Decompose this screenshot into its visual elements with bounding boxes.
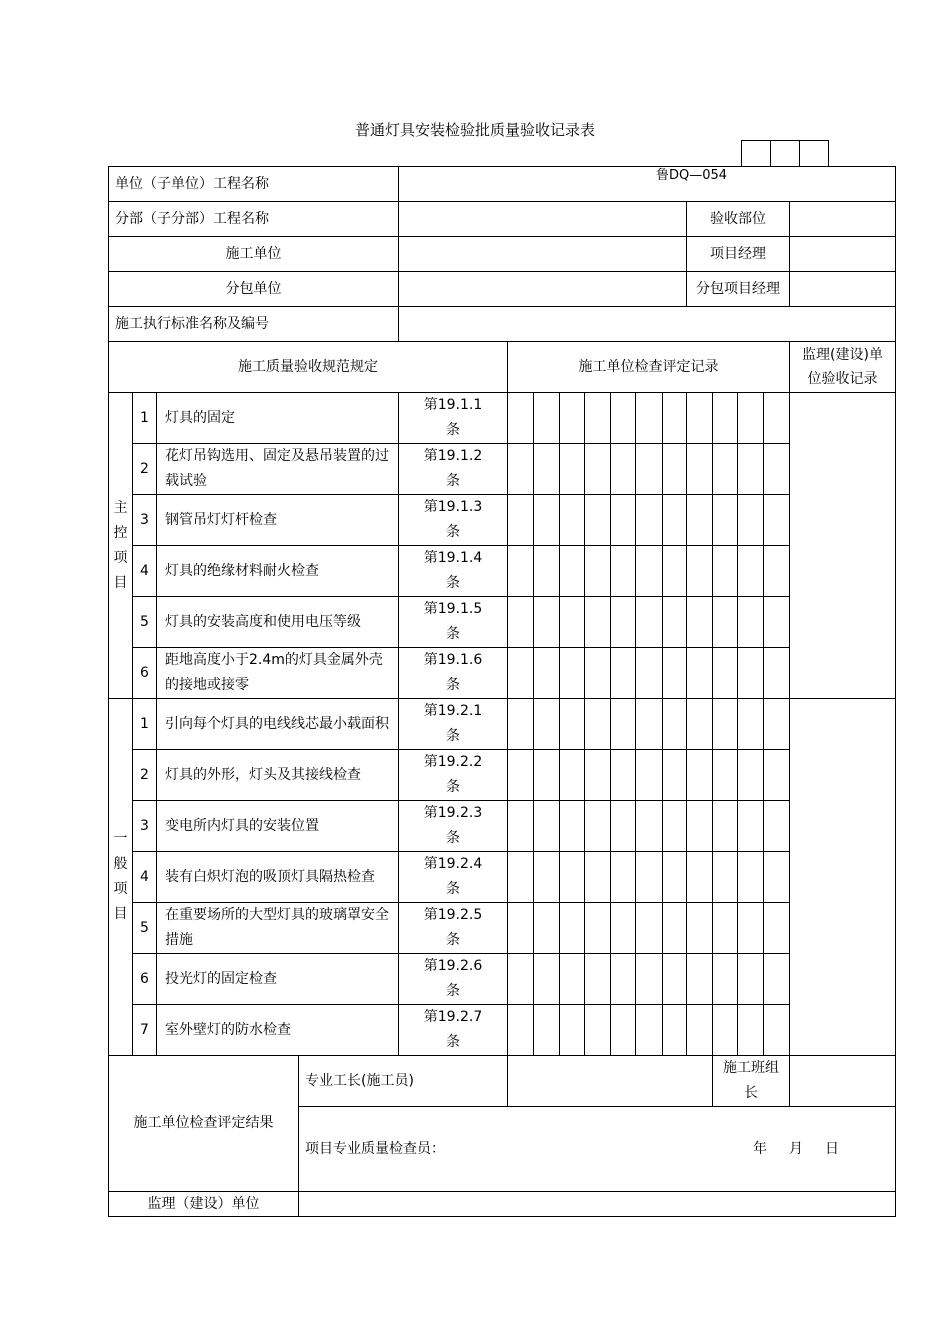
item-name: 灯具的安装高度和使用电压等级 [157, 597, 399, 648]
item-name: 花灯吊钩选用、固定及悬吊装置的过载试验 [157, 444, 399, 495]
sub-project-label: 分部（子分部）工程名称 [109, 202, 399, 237]
check-cell[interactable] [585, 546, 611, 597]
main-control-supervision-cell[interactable] [790, 393, 896, 699]
item-number: 3 [133, 801, 157, 852]
check-cell[interactable] [585, 444, 611, 495]
check-cell[interactable] [713, 852, 738, 903]
check-cell[interactable] [663, 903, 687, 954]
year-label: 年 [753, 1140, 767, 1157]
table-row [109, 597, 896, 648]
check-cell[interactable] [534, 444, 560, 495]
check-cell[interactable] [687, 393, 713, 444]
code-box[interactable] [742, 141, 771, 167]
item-name: 在重要场所的大型灯具的玻璃罩安全措施 [157, 903, 399, 954]
acceptance-part-label: 验收部位 [687, 202, 790, 237]
check-cell[interactable] [764, 954, 790, 1005]
foreman-field[interactable] [508, 1056, 713, 1107]
check-cell[interactable] [611, 699, 636, 750]
item-clause: 第19.2.3条 [399, 801, 508, 852]
project-manager-label: 项目经理 [687, 237, 790, 272]
item-clause: 第19.1.1条 [399, 393, 508, 444]
check-cell[interactable] [764, 597, 790, 648]
item-number: 2 [133, 444, 157, 495]
check-cell[interactable] [534, 954, 560, 1005]
check-cell[interactable] [508, 699, 534, 750]
item-number: 4 [133, 546, 157, 597]
check-cell[interactable] [636, 801, 663, 852]
check-cell[interactable] [508, 852, 534, 903]
item-clause: 第19.2.6条 [399, 954, 508, 1005]
check-cell[interactable] [534, 393, 560, 444]
standard-label: 施工执行标准名称及编号 [109, 307, 399, 342]
table-row [109, 903, 896, 954]
check-cell[interactable] [636, 597, 663, 648]
check-cell[interactable] [611, 648, 636, 699]
check-cell[interactable] [534, 648, 560, 699]
check-cell[interactable] [508, 495, 534, 546]
check-cell[interactable] [738, 801, 764, 852]
check-cell[interactable] [611, 444, 636, 495]
item-name: 距地高度小于2.4m的灯具金属外壳的接地或接零 [157, 648, 399, 699]
check-cell[interactable] [764, 648, 790, 699]
check-cell[interactable] [663, 801, 687, 852]
item-name: 室外壁灯的防水检查 [157, 1005, 399, 1056]
table-row [109, 1005, 896, 1056]
check-cell[interactable] [534, 1005, 560, 1056]
check-cell[interactable] [713, 495, 738, 546]
check-cell[interactable] [560, 699, 585, 750]
check-cell[interactable] [508, 801, 534, 852]
item-number: 5 [133, 903, 157, 954]
check-cell[interactable] [636, 750, 663, 801]
table-row [109, 750, 896, 801]
item-name: 变电所内灯具的安装位置 [157, 801, 399, 852]
check-cell[interactable] [764, 546, 790, 597]
check-cell[interactable] [764, 801, 790, 852]
item-name: 装有白炽灯泡的吸顶灯具隔热检查 [157, 852, 399, 903]
foreman-label: 专业工长(施工员) [299, 1056, 508, 1107]
item-clause: 第19.2.2条 [399, 750, 508, 801]
check-cell[interactable] [508, 597, 534, 648]
check-cell[interactable] [687, 597, 713, 648]
check-cell[interactable] [560, 1005, 585, 1056]
inspection-table [108, 166, 896, 1217]
main-control-section-label: 主控项目 [109, 393, 133, 699]
check-cell[interactable] [713, 597, 738, 648]
check-cell[interactable] [636, 699, 663, 750]
project-manager-field[interactable] [790, 237, 896, 272]
check-cell[interactable] [508, 954, 534, 1005]
check-cell[interactable] [738, 750, 764, 801]
item-number: 1 [133, 393, 157, 444]
check-cell[interactable] [713, 903, 738, 954]
table-row [109, 699, 896, 750]
check-cell[interactable] [663, 546, 687, 597]
check-cell[interactable] [636, 954, 663, 1005]
check-cell[interactable] [560, 495, 585, 546]
item-number: 3 [133, 495, 157, 546]
item-clause: 第19.2.1条 [399, 699, 508, 750]
standard-field[interactable] [399, 307, 896, 342]
check-cell[interactable] [534, 852, 560, 903]
date-fields [731, 1137, 839, 1162]
check-cell[interactable] [687, 648, 713, 699]
check-cell[interactable] [738, 597, 764, 648]
check-cell[interactable] [560, 954, 585, 1005]
check-cell[interactable] [534, 903, 560, 954]
item-clause: 第19.2.5条 [399, 903, 508, 954]
check-cell[interactable] [534, 750, 560, 801]
check-cell[interactable] [687, 444, 713, 495]
item-name: 钢管吊灯灯杆检查 [157, 495, 399, 546]
check-cell[interactable] [560, 903, 585, 954]
form-code: 鲁DQ—054 [656, 168, 728, 183]
check-cell[interactable] [738, 546, 764, 597]
unit-project-label: 单位（子单位）工程名称 [109, 167, 399, 202]
check-cell[interactable] [560, 393, 585, 444]
subcontractor-field[interactable] [399, 272, 687, 307]
general-supervision-cell[interactable] [790, 699, 896, 1056]
check-cell[interactable] [585, 495, 611, 546]
item-clause: 第19.1.2条 [399, 444, 508, 495]
code-boxes [741, 140, 829, 167]
item-name: 引向每个灯具的电线线芯最小载面积 [157, 699, 399, 750]
check-cell[interactable] [764, 903, 790, 954]
item-clause: 第19.1.6条 [399, 648, 508, 699]
check-cell[interactable] [611, 597, 636, 648]
check-cell[interactable] [508, 393, 534, 444]
check-cell[interactable] [611, 393, 636, 444]
check-cell[interactable] [713, 444, 738, 495]
check-cell[interactable] [636, 444, 663, 495]
spec-column-header: 施工质量验收规范规定 [109, 342, 508, 393]
code-box[interactable] [771, 141, 800, 167]
item-number: 4 [133, 852, 157, 903]
check-cell[interactable] [738, 393, 764, 444]
table-row [109, 954, 896, 1005]
sub-project-field[interactable] [399, 202, 687, 237]
check-cell[interactable] [764, 495, 790, 546]
check-cell[interactable] [738, 699, 764, 750]
acceptance-part-field[interactable] [790, 202, 896, 237]
check-cell[interactable] [738, 903, 764, 954]
check-cell[interactable] [534, 597, 560, 648]
sub-project-manager-field[interactable] [790, 272, 896, 307]
supervision-unit-field[interactable] [299, 1192, 896, 1217]
check-cell[interactable] [713, 546, 738, 597]
check-cell[interactable] [738, 1005, 764, 1056]
supervision-unit-label: 监理（建设）单位 [109, 1192, 299, 1217]
table-row [109, 852, 896, 903]
check-cell[interactable] [508, 546, 534, 597]
check-cell[interactable] [687, 699, 713, 750]
check-cell[interactable] [534, 546, 560, 597]
constructor-label: 施工单位 [109, 237, 399, 272]
check-cell[interactable] [585, 750, 611, 801]
check-cell[interactable] [560, 801, 585, 852]
item-name: 灯具的绝缘材料耐火检查 [157, 546, 399, 597]
unit-project-field[interactable] [399, 167, 896, 202]
item-number: 6 [133, 648, 157, 699]
check-cell[interactable] [764, 750, 790, 801]
check-cell[interactable] [585, 954, 611, 1005]
check-cell[interactable] [636, 393, 663, 444]
check-cell[interactable] [636, 546, 663, 597]
check-cell[interactable] [560, 546, 585, 597]
check-cell[interactable] [687, 801, 713, 852]
item-number: 7 [133, 1005, 157, 1056]
item-clause: 第19.2.7条 [399, 1005, 508, 1056]
item-clause: 第19.1.5条 [399, 597, 508, 648]
table-row [109, 495, 896, 546]
table-row [109, 444, 896, 495]
inspector-cell[interactable] [299, 1107, 896, 1192]
check-cell[interactable] [663, 750, 687, 801]
check-cell[interactable] [636, 852, 663, 903]
check-cell[interactable] [663, 1005, 687, 1056]
check-cell[interactable] [713, 750, 738, 801]
month-label: 月 [789, 1140, 803, 1157]
check-cell[interactable] [585, 648, 611, 699]
check-cell[interactable] [611, 750, 636, 801]
supervision-column-header: 监理(建设)单位验收记录 [790, 342, 896, 393]
check-cell[interactable] [663, 699, 687, 750]
check-cell[interactable] [738, 495, 764, 546]
check-cell[interactable] [738, 648, 764, 699]
table-row [109, 546, 896, 597]
check-cell[interactable] [585, 393, 611, 444]
check-cell[interactable] [585, 852, 611, 903]
subcontractor-label: 分包单位 [109, 272, 399, 307]
check-cell[interactable] [713, 954, 738, 1005]
day-label: 日 [825, 1140, 839, 1157]
check-cell[interactable] [534, 699, 560, 750]
check-cell[interactable] [687, 750, 713, 801]
team-leader-field[interactable] [790, 1056, 896, 1107]
check-cell[interactable] [663, 393, 687, 444]
check-cell[interactable] [764, 444, 790, 495]
check-cell[interactable] [636, 648, 663, 699]
table-row [109, 801, 896, 852]
constructor-field[interactable] [399, 237, 687, 272]
item-number: 6 [133, 954, 157, 1005]
check-cell[interactable] [560, 648, 585, 699]
check-cell[interactable] [585, 1005, 611, 1056]
check-cell[interactable] [508, 444, 534, 495]
check-cell[interactable] [713, 648, 738, 699]
item-name: 灯具的固定 [157, 393, 399, 444]
team-leader-label: 施工班组长 [713, 1056, 790, 1107]
check-cell[interactable] [687, 1005, 713, 1056]
check-cell[interactable] [585, 699, 611, 750]
check-cell[interactable] [560, 597, 585, 648]
item-name: 投光灯的固定检查 [157, 954, 399, 1005]
item-number: 2 [133, 750, 157, 801]
general-section-label: 一般项目 [109, 699, 133, 1056]
check-column-header: 施工单位检查评定记录 [508, 342, 790, 393]
check-cell[interactable] [611, 495, 636, 546]
check-cell[interactable] [508, 648, 534, 699]
check-cell[interactable] [508, 903, 534, 954]
item-clause: 第19.1.3条 [399, 495, 508, 546]
check-cell[interactable] [713, 801, 738, 852]
check-cell[interactable] [611, 1005, 636, 1056]
item-number: 5 [133, 597, 157, 648]
check-cell[interactable] [663, 954, 687, 1005]
check-cell[interactable] [585, 903, 611, 954]
check-cell[interactable] [611, 954, 636, 1005]
item-number: 1 [133, 699, 157, 750]
item-clause: 第19.1.4条 [399, 546, 508, 597]
item-clause: 第19.2.4条 [399, 852, 508, 903]
check-cell[interactable] [636, 495, 663, 546]
check-cell[interactable] [611, 852, 636, 903]
check-cell[interactable] [663, 852, 687, 903]
code-box[interactable] [800, 141, 829, 167]
check-cell[interactable] [534, 801, 560, 852]
result-label: 施工单位检查评定结果 [109, 1056, 299, 1192]
check-cell[interactable] [764, 852, 790, 903]
check-cell[interactable] [738, 954, 764, 1005]
check-cell[interactable] [738, 444, 764, 495]
check-cell[interactable] [663, 495, 687, 546]
check-cell[interactable] [687, 903, 713, 954]
check-cell[interactable] [560, 852, 585, 903]
check-cell[interactable] [738, 852, 764, 903]
page-title: 普通灯具安装检验批质量验收记录表 [354, 121, 595, 139]
check-cell[interactable] [611, 801, 636, 852]
table-row [109, 393, 896, 444]
check-cell[interactable] [508, 750, 534, 801]
check-cell[interactable] [764, 1005, 790, 1056]
check-cell[interactable] [687, 852, 713, 903]
check-cell[interactable] [663, 648, 687, 699]
check-cell[interactable] [713, 393, 738, 444]
check-cell[interactable] [560, 750, 585, 801]
check-cell[interactable] [764, 699, 790, 750]
check-cell[interactable] [508, 1005, 534, 1056]
item-name: 灯具的外形，灯头及其接线检查 [157, 750, 399, 801]
check-cell[interactable] [611, 546, 636, 597]
check-cell[interactable] [585, 597, 611, 648]
table-row [109, 648, 896, 699]
check-cell[interactable] [713, 699, 738, 750]
check-cell[interactable] [611, 903, 636, 954]
check-cell[interactable] [663, 444, 687, 495]
check-cell[interactable] [585, 801, 611, 852]
check-cell[interactable] [687, 546, 713, 597]
check-cell[interactable] [687, 954, 713, 1005]
check-cell[interactable] [560, 444, 585, 495]
check-cell[interactable] [764, 393, 790, 444]
check-cell[interactable] [663, 597, 687, 648]
sub-project-manager-label: 分包项目经理 [687, 272, 790, 307]
check-cell[interactable] [534, 495, 560, 546]
check-cell[interactable] [713, 1005, 738, 1056]
check-cell[interactable] [636, 1005, 663, 1056]
check-cell[interactable] [687, 495, 713, 546]
check-cell[interactable] [636, 903, 663, 954]
inspector-label: 项目专业质量检查员： [305, 1140, 445, 1157]
